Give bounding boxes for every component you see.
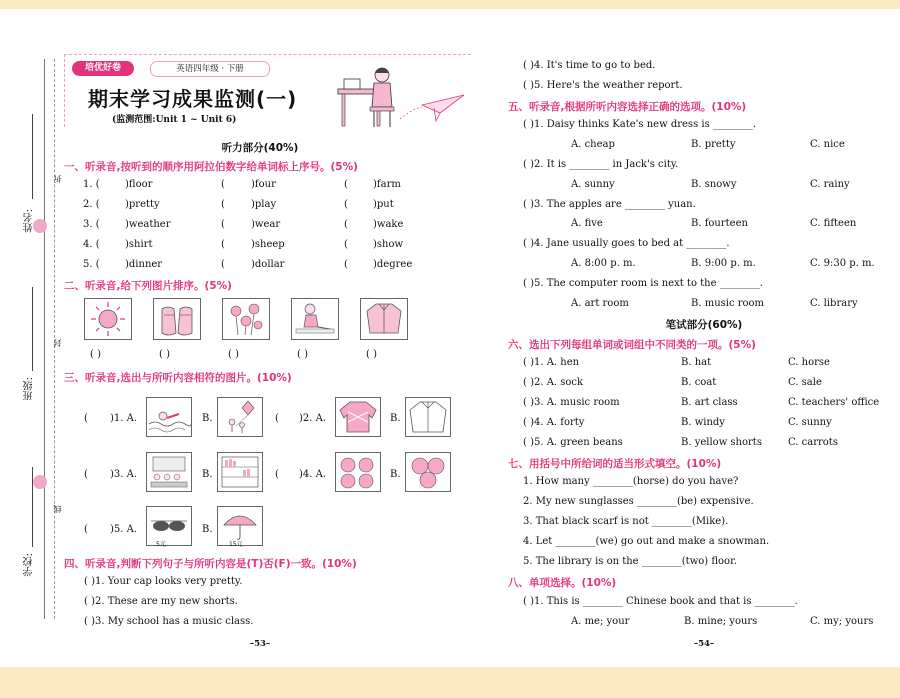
binding-dot	[33, 475, 47, 489]
section-4-title: 四、听录音,判断下列句子与所听内容是(T)否(F)一致。(10%)	[64, 558, 357, 570]
s1-number: 1. (	[83, 179, 100, 190]
s2-answer-bracket: ( )	[159, 349, 170, 360]
shoes-picture	[153, 298, 201, 340]
s8-option: C. my; yours	[810, 616, 874, 627]
s6-option: C. sale	[788, 377, 822, 388]
s3-item-number: )2. A.	[299, 413, 327, 424]
s6-option: C. carrots	[788, 437, 838, 448]
s1-number: 4. (	[83, 239, 100, 250]
s3-b-label: B.	[202, 413, 213, 424]
section-3-title: 三、听录音,选出与所听内容相符的图片。(10%)	[64, 372, 292, 384]
s3-open: (	[84, 469, 88, 480]
s8-option: A. me; your	[571, 616, 630, 627]
s7-sentence: 1. How many ________(horse) do you have?	[523, 476, 739, 487]
s3-open: (	[84, 413, 88, 424]
fold-mark: 折	[53, 175, 62, 183]
s1-open: (	[344, 199, 348, 210]
s1-word: )dinner	[125, 259, 163, 270]
s3-b-label: B.	[202, 469, 213, 480]
s6-option: B. coat	[681, 377, 717, 388]
seal-mark: 封	[53, 339, 62, 347]
s4-statement: ( )2. These are my new shorts.	[84, 596, 238, 607]
s1-word: )four	[251, 179, 276, 190]
section-1-title: 一、听录音,按听到的顺序用阿拉伯数字给单词标上序号。(5%)	[64, 161, 358, 173]
s1-word: )dollar	[251, 259, 285, 270]
exam-sheet	[0, 9, 900, 667]
s3-b-label: B.	[390, 413, 401, 424]
s7-sentence: 5. The library is on the ________(two) floor.	[523, 556, 737, 567]
section-6-title: 六、选出下列每组单词或词组中不同类的一项。(5%)	[508, 339, 756, 351]
s6-option: B. art class	[681, 397, 738, 408]
s5-option: B. pretty	[691, 139, 736, 150]
s5-option: C. nice	[810, 139, 845, 150]
section-5-title: 五、听录音,根据所听内容选择正确的选项。(10%)	[508, 101, 747, 113]
name-label: 姓名:	[24, 209, 35, 233]
section-2-title: 二、听录音,给下列图片排序。(5%)	[64, 280, 232, 292]
s1-word: )put	[373, 199, 394, 210]
s6-question: ( )5. A. green beans	[523, 437, 623, 448]
s1-open: (	[221, 259, 225, 270]
s7-sentence: 2. My new sunglasses ________(be) expensive.	[523, 496, 754, 507]
kite-flying-picture	[217, 397, 263, 437]
s1-word: )floor	[125, 179, 153, 190]
s5-option: A. sunny	[571, 179, 615, 190]
apples-picture	[335, 452, 381, 492]
s1-word: )farm	[373, 179, 401, 190]
page-number-left: –53–	[249, 639, 271, 649]
writing-part-title: 笔试部分(60%)	[665, 319, 743, 331]
s5-question: ( )5. The computer room is next to the ________.	[523, 278, 763, 289]
s6-option: C. horse	[788, 357, 830, 368]
s5-question: ( )1. Daisy thinks Kate's new dress is ________.	[523, 119, 757, 130]
s1-number: 3. (	[83, 219, 100, 230]
s6-option: C. teachers' office	[788, 397, 880, 408]
boy-sitting-picture	[291, 298, 339, 340]
listening-part-title: 听力部分(40%)	[221, 142, 299, 154]
s5-option: B. fourteen	[691, 218, 748, 229]
s5-option: C. fifteen	[810, 218, 857, 229]
flowers-picture	[222, 298, 270, 340]
s1-open: (	[344, 219, 348, 230]
s3-b-label: B.	[390, 469, 401, 480]
library-picture	[217, 452, 263, 492]
s2-answer-bracket: ( )	[366, 349, 377, 360]
s5-option: C. 9:30 p. m.	[810, 258, 875, 269]
s1-word: )sheep	[251, 239, 285, 250]
s1-word: )weather	[125, 219, 171, 230]
s5-option: A. art room	[571, 298, 629, 309]
s5-option: A. cheap	[571, 139, 615, 150]
s1-open: (	[221, 179, 225, 190]
price-tag-b: 15元	[229, 541, 243, 548]
s6-option: C. sunny	[788, 417, 832, 428]
s5-option: B. 9:00 p. m.	[691, 258, 756, 269]
s1-open: (	[221, 239, 225, 250]
s7-sentence: 3. That black scarf is not ________(Mike).	[523, 516, 729, 527]
s5-option: B. music room	[691, 298, 765, 309]
school-label: 学校:	[24, 553, 35, 577]
series-badge: 培优好卷	[72, 61, 134, 76]
s7-sentence: 4. Let ________(we) go out and make a snowman.	[523, 536, 770, 547]
s1-word: )wear	[251, 219, 281, 230]
s3-item-number: )1. A.	[110, 413, 138, 424]
line-mark: 线	[53, 505, 62, 513]
s2-answer-bracket: ( )	[297, 349, 308, 360]
s1-open: (	[221, 199, 225, 210]
section-7-title: 七、用括号中所给词的适当形式填空。(10%)	[508, 458, 722, 470]
s1-open: (	[344, 239, 348, 250]
s1-word: )show	[373, 239, 404, 250]
section-8-title: 八、单项选择。(10%)	[508, 577, 617, 589]
s1-word: )shirt	[125, 239, 153, 250]
s3-open: (	[275, 469, 279, 480]
s5-option: B. snowy	[691, 179, 737, 190]
s5-option: A. 8:00 p. m.	[571, 258, 636, 269]
s1-word: )pretty	[125, 199, 160, 210]
jacket-picture	[360, 298, 408, 340]
s1-number: 5. (	[83, 259, 100, 270]
s3-b-label: B.	[202, 524, 213, 535]
class-label: 班级:	[24, 377, 35, 401]
s2-answer-bracket: ( )	[90, 349, 101, 360]
s3-item-number: )4. A.	[299, 469, 327, 480]
price-tag-a: 5元	[156, 541, 166, 548]
s6-option: B. windy	[681, 417, 725, 428]
exam-scope: (监测范围:Unit 1 ~ Unit 6)	[112, 115, 237, 125]
s6-question: ( )2. A. sock	[523, 377, 584, 388]
s5-question: ( )2. It is ________ in Jack's city.	[523, 159, 679, 170]
s1-number: 2. (	[83, 199, 100, 210]
tomatoes-picture	[405, 452, 451, 492]
s4-statement: ( )1. Your cap looks very pretty.	[84, 576, 243, 587]
s5-option: C. rainy	[810, 179, 850, 190]
sweater-picture	[335, 397, 381, 437]
s5-question: ( )3. The apples are ________ yuan.	[523, 199, 696, 210]
s1-word: )play	[251, 199, 277, 210]
girl-at-desk-illustration	[330, 61, 470, 131]
s4-statement: ( )4. It's time to go to bed.	[523, 60, 656, 71]
s1-open: (	[344, 259, 348, 270]
s6-question: ( )3. A. music room	[523, 397, 620, 408]
s5-question: ( )4. Jane usually goes to bed at ________.	[523, 238, 730, 249]
swimming-picture	[146, 397, 192, 437]
s5-option: C. library	[810, 298, 858, 309]
s4-statement: ( )5. Here's the weather report.	[523, 80, 683, 91]
s1-word: )wake	[373, 219, 404, 230]
s3-item-number: )5. A.	[110, 524, 138, 535]
classroom-picture	[146, 452, 192, 492]
sun-picture	[84, 298, 132, 340]
s8-option: B. mine; yours	[684, 616, 758, 627]
s6-question: ( )4. A. forty	[523, 417, 585, 428]
sunglasses-picture	[146, 506, 192, 546]
s4-statement: ( )3. My school has a music class.	[84, 616, 254, 627]
s5-option: A. five	[571, 218, 603, 229]
page-number-right: –54–	[693, 639, 715, 649]
s8-question: ( )1. This is ________ Chinese book and that is ________.	[523, 596, 798, 607]
s6-option: B. yellow shorts	[681, 437, 762, 448]
jacket-picture	[405, 397, 451, 437]
s1-open: (	[221, 219, 225, 230]
grade-tag: 英语四年级 · 下册	[150, 61, 270, 77]
s2-answer-bracket: ( )	[228, 349, 239, 360]
s6-option: B. hat	[681, 357, 712, 368]
s3-open: (	[84, 524, 88, 535]
s1-open: (	[344, 179, 348, 190]
page-title: 期末学习成果监测(一)	[88, 87, 298, 111]
s3-open: (	[275, 413, 279, 424]
s3-item-number: )3. A.	[110, 469, 138, 480]
s6-question: ( )1. A. hen	[523, 357, 580, 368]
s1-word: )degree	[373, 259, 413, 270]
